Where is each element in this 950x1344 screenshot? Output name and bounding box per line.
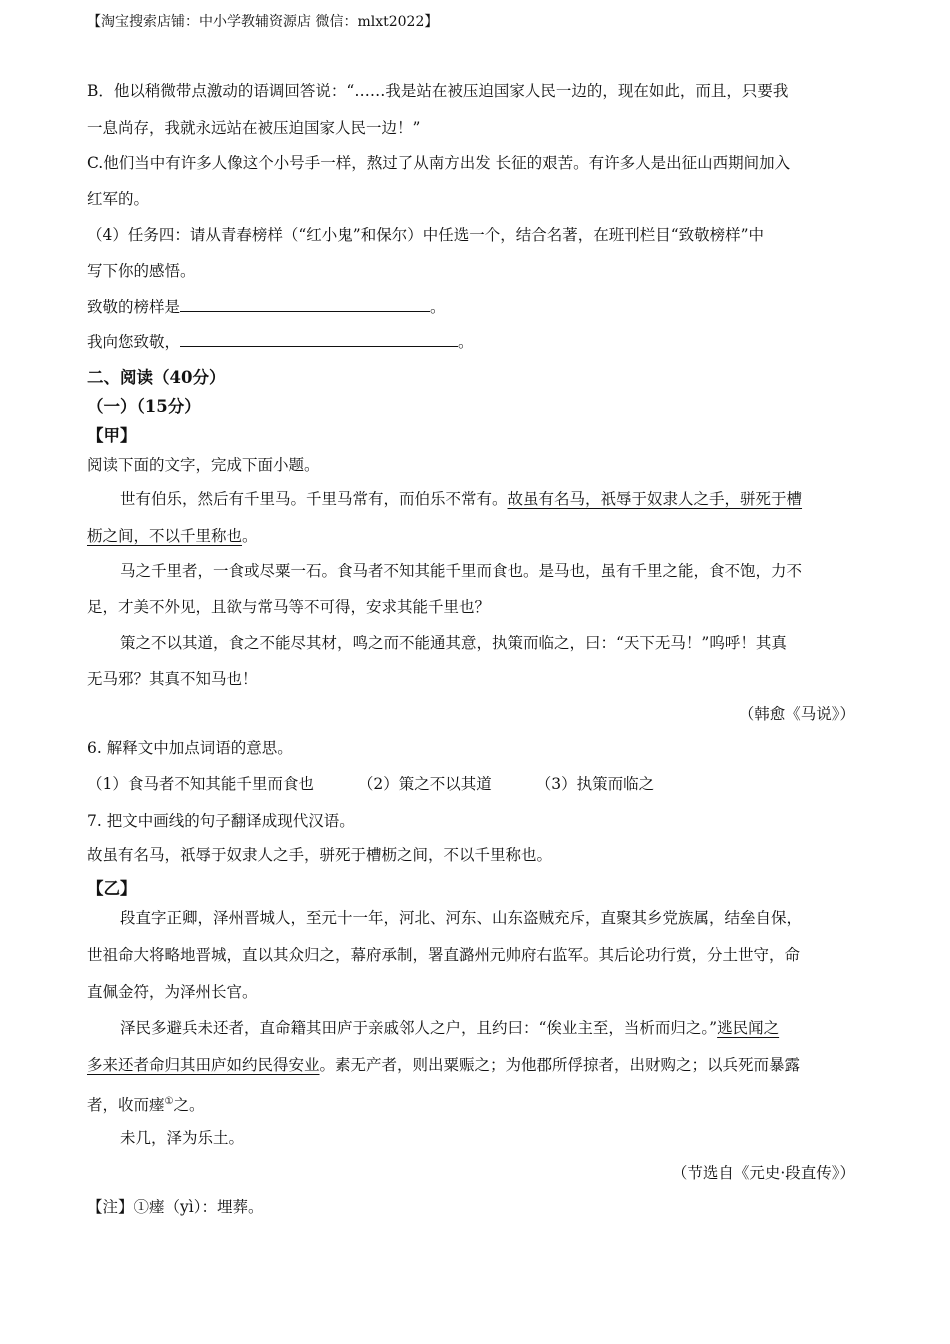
q6-item1: （1）食马者不知其能千里而食也 (87, 775, 314, 793)
jia-p1-end: 。 (242, 527, 258, 545)
yi-p2-d: 之。 (173, 1096, 205, 1115)
jia-para3-line1: 策之不以其道，食之不能尽其材，鸣之而不能通其意，执策而临之，曰：“天下无马！”呜呼！其真 (120, 634, 787, 652)
option-c-line1: C.他们当中有许多人像这个小号手一样，熬过了从南方出发 长征的艰苦。有许多人是出征山西期间加入 (87, 154, 791, 172)
yi-para2-line2 (87, 1054, 800, 1076)
section2-title: 二、阅读（40分） (87, 368, 226, 387)
option-c-line2: 红军的。 (87, 190, 150, 208)
jia-underlined-sentence-part2: 枥之间，不以千里称也 (87, 527, 243, 545)
yi-para3: 未几，泽为乐土。 (120, 1129, 245, 1147)
question-7-sentence: 故虽有名马，祇辱于奴隶人之手，骈死于槽枥之间，不以千里称也。 (87, 846, 553, 864)
fill-in-tribute (87, 331, 474, 353)
question-6: 6. 解释文中加点词语的意思。 (87, 739, 293, 757)
part1-title: （一）（15分） (87, 397, 201, 416)
jia-para1-line2 (87, 525, 258, 547)
jia-para2-line1: 马之千里者，一食或尽粟一石。食马者不知其能千里而食也。是马也，虽有千里之能，食不饱，力不 (120, 562, 803, 580)
footnote-marker: ① (164, 1096, 174, 1107)
question-7: 7. 把文中画线的句子翻译成现代汉语。 (87, 812, 355, 830)
fill1-blank[interactable] (180, 297, 430, 312)
yi-label: 【乙】 (87, 879, 137, 898)
reading-instruction: 阅读下面的文字，完成下面小题。 (87, 456, 320, 474)
yi-underlined-sentence-part1: 逃民闻之 (717, 1019, 780, 1037)
option-b-line2: 一息尚存，我就永远站在被压迫国家人民一边！” (87, 119, 421, 137)
fill2-end: 。 (458, 333, 474, 351)
jia-p1-text: 世有伯乐，然后有千里马。千里马常有，而伯乐不常有。 (120, 490, 508, 508)
jia-label: 【甲】 (87, 426, 137, 445)
question-6-items (87, 773, 654, 795)
jia-para1-line1 (120, 488, 802, 510)
jia-source: （韩愈《马说》） (738, 705, 855, 723)
task4-line1: （4）任务四：请从青春榜样（“红小鬼”和保尔）中任选一个，结合名著，在班刊栏目“致敬榜样”中 (87, 226, 765, 244)
yi-underlined-sentence-part2: 多来还者命归其田庐如约民得安业 (87, 1056, 320, 1074)
task4-line2: 写下你的感悟。 (87, 262, 196, 280)
fill1-end: 。 (430, 298, 446, 316)
page-header: 【淘宝搜索店铺：中小学教辅资源店 微信：mlxt2022】 (87, 14, 439, 30)
yi-p2-text: 泽民多避兵未还者，直命籍其田庐于亲戚邻人之户，且约曰：“俟业主至，当析而归之。” (120, 1019, 718, 1037)
yi-para1-line2: 世祖命大将略地晋城，直以其众归之，幕府承制，署直潞州元帅府右监军。其后论功行赏，分土世守，命 (87, 946, 801, 964)
footnote: 【注】①瘗（yì）：埋葬。 (87, 1198, 264, 1216)
fill1-label: 致敬的榜样是 (87, 298, 181, 316)
fill2-label: 我向您致敬， (87, 333, 181, 351)
q6-item2: （2）策之不以其道 (357, 775, 492, 793)
jia-para3-line2: 无马邪？其真不知马也！ (87, 670, 258, 688)
yi-p2-continue: 。素无产者，则出粟赈之；为他郡所俘掠者，出财购之；以兵死而暴露 (319, 1056, 801, 1074)
fill-in-role-model (87, 296, 446, 318)
fill2-blank[interactable] (180, 332, 458, 347)
yi-para1-line1: 段直字正卿，泽州晋城人，至元十一年，河北、河东、山东盗贼充斥，直聚其乡党族属，结垒自保， (120, 909, 803, 927)
yi-source: （节选自《元史·段直传》） (671, 1164, 855, 1182)
yi-para1-line3: 直佩金符，为泽州长官。 (87, 983, 258, 1001)
jia-underlined-sentence-part1: 故虽有名马，祇辱于奴隶人之手，骈死于槽 (507, 490, 803, 508)
yi-para2-line3 (87, 1091, 205, 1116)
yi-para2-line1 (120, 1017, 779, 1039)
jia-para2-line2: 足，才美不外见，且欲与常马等不可得，安求其能千里也？ (87, 598, 491, 616)
option-b-line1: B．他以稍微带点激动的语调回答说：“……我是站在被压迫国家人民一边的，现在如此，而且，只要我 (87, 82, 789, 100)
q6-item3: （3）执策而临之 (535, 775, 655, 793)
yi-p2-c: 者，收而瘗 (87, 1096, 165, 1115)
